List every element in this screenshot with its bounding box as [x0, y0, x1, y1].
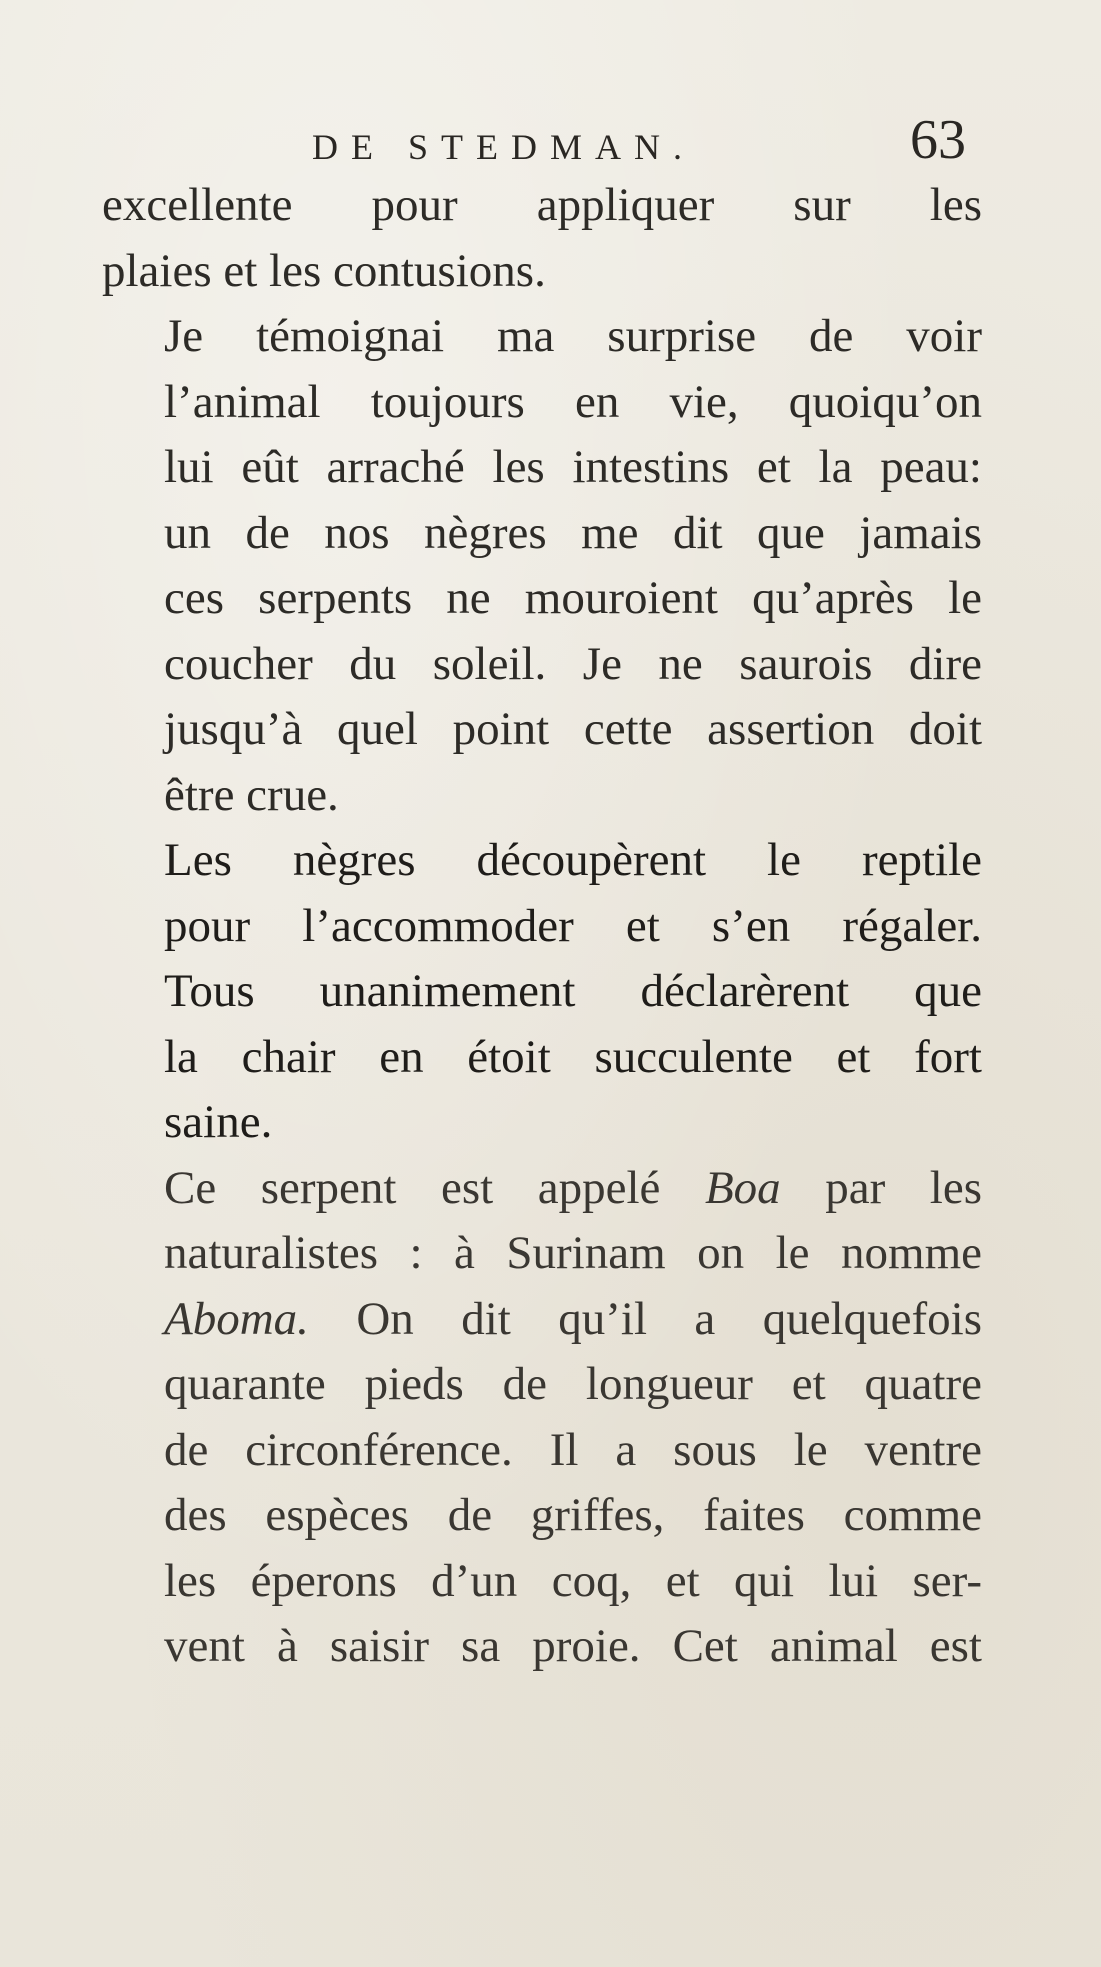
- text-fragment: par les: [780, 1161, 982, 1214]
- text-fragment: On dit qu’il a quelquefois: [308, 1292, 982, 1345]
- page-number: 63: [910, 109, 966, 171]
- text-line: jusqu’à quel point cette assertion doit: [164, 703, 982, 755]
- italic-term-aboma: Aboma.: [164, 1292, 309, 1345]
- text-line: Les nègres découpèrent le reptile: [164, 834, 982, 886]
- text-line: la chair en étoit succulente et fort: [164, 1030, 982, 1083]
- text-line: de circonférence. Il a sous le ventre: [164, 1423, 982, 1476]
- text-line: des espèces de griffes, faites comme: [164, 1489, 982, 1541]
- text-line: un de nos nègres me dit que jamais: [164, 506, 982, 559]
- text-line: pour l’accommoder et s’en régaler.: [164, 899, 982, 952]
- running-head: DE STEDMAN.: [312, 127, 695, 167]
- text-line: Je témoignai ma surprise de voir: [164, 310, 982, 362]
- paragraph-2: [102, 304, 982, 828]
- body-text: [102, 173, 982, 1680]
- text-fragment: Ce serpent est appelé: [164, 1161, 705, 1214]
- text-line: les éperons d’un coq, et qui lui ser-: [164, 1554, 982, 1607]
- text-line: [102, 1156, 982, 1222]
- paragraph-4: [102, 1156, 982, 1680]
- text-line: coucher du soleil. Je ne saurois dire: [164, 637, 982, 690]
- text-line: Tous unanimement déclarèrent que: [164, 965, 982, 1017]
- paragraph-1: [102, 173, 982, 304]
- text-line: quarante pieds de longueur et quatre: [164, 1358, 982, 1410]
- paragraph-3: [102, 828, 982, 1156]
- page-header: [312, 108, 972, 170]
- italic-term-boa: Boa: [704, 1161, 781, 1214]
- text-line: l’animal toujours en vie, quoiqu’on: [164, 375, 982, 428]
- text-line: naturalistes : à Surinam on le nomme: [164, 1227, 982, 1279]
- text-line: [102, 1287, 982, 1353]
- text-line: vent à saisir sa proie. Cet animal est: [164, 1620, 982, 1672]
- text-line: être crue.: [164, 768, 339, 821]
- text-line: saine.: [164, 1096, 273, 1148]
- text-line: ces serpents ne mouroient qu’après le: [164, 572, 982, 624]
- text-line: lui eût arraché les intestins et la peau:: [164, 441, 982, 493]
- text-line: excellente pour appliquer sur les: [102, 179, 982, 231]
- text-line: plaies et les contusions.: [102, 244, 546, 297]
